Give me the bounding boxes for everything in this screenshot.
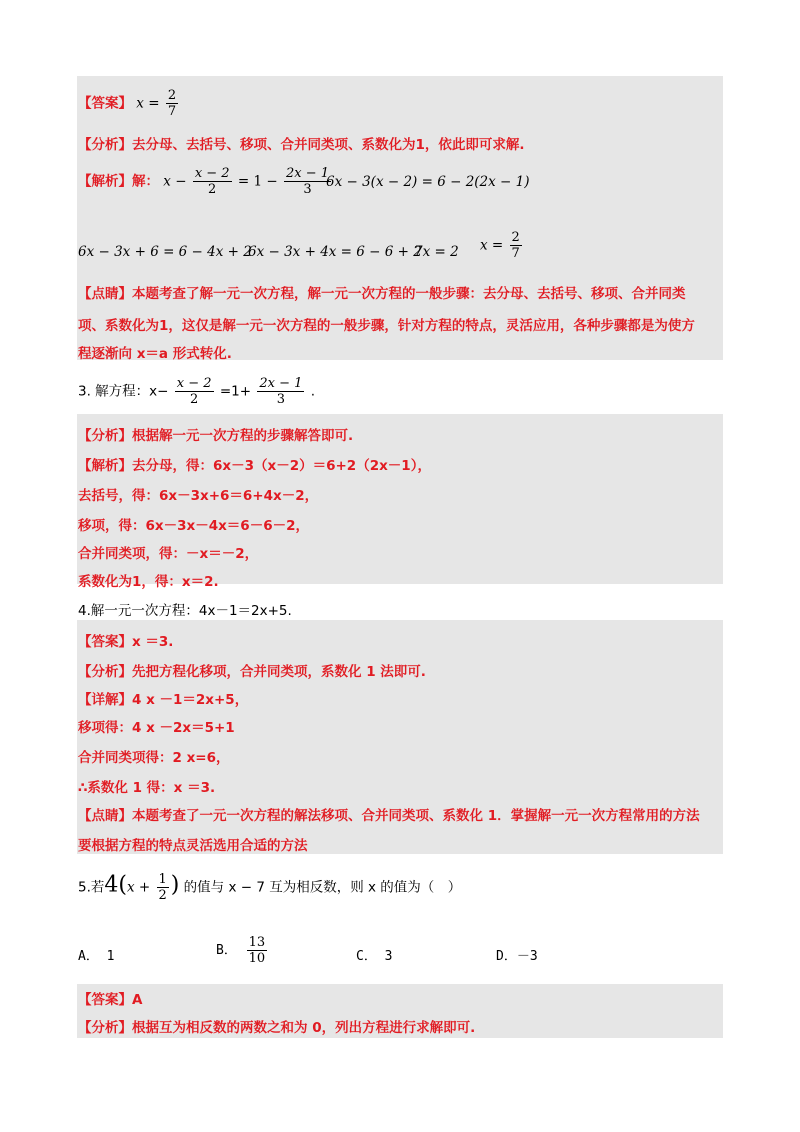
detail-line-3: 【详解】4 x －1＝2x+5， bbox=[78, 692, 249, 708]
option-c: C． 3 bbox=[356, 949, 393, 964]
equation-step-6: x = $\frac{2}{7}$ bbox=[480, 230, 520, 261]
solution-step-5: 系数化为1，得：x＝2. bbox=[78, 574, 219, 590]
comment-line-2: 项、系数化为1，这仅是解一元一次方程的一般步骤，针对方程的特点，灵活应用，各种步骤都是为使方 bbox=[78, 318, 695, 334]
option-b: B． $\frac{13}{10}$ bbox=[216, 935, 266, 966]
comment-line-1: 【点睛】本题考查了解一元一次方程，解一元一次方程的一般步骤：去分母、去括号、移项、合并同类 bbox=[78, 286, 686, 302]
option-a: A． 1 bbox=[78, 949, 115, 964]
analysis-line-4: 【分析】根据互为相反数的两数之和为 0，列出方程进行求解即可. bbox=[78, 1020, 476, 1036]
answer-tag: 【答案】 bbox=[78, 95, 132, 112]
equation-step-5: 7x = 2 bbox=[414, 244, 459, 260]
answer-fraction: $\frac{2}{7}$ bbox=[167, 88, 177, 119]
option-d: D．－3 bbox=[496, 949, 538, 964]
equation-steps-3-5: 6x − 3x + 6 = 6 − 4x + 2 bbox=[78, 244, 252, 260]
answer-line-3: 【答案】x ＝3. bbox=[78, 634, 174, 650]
solution-step-3: 移项，得：6x－3x－4x＝6－6－2， bbox=[78, 518, 309, 534]
analysis-line-3: 【分析】先把方程化移项，合并同类项，系数化 1 法即可. bbox=[78, 664, 426, 680]
solution-line-1: 【解析】解： x − $\frac{x - 2}{2}$ = 1 − $\frac{2x - 1}{3}$ bbox=[78, 166, 329, 197]
question-5: 5.若4(x + $\frac{1}{2}$ ) 的值与 x − 7 互为相反数，则 x 的值为（ ） bbox=[78, 872, 462, 903]
comment-line-3b: 要根据方程的特点灵活选用合适的方法 bbox=[78, 838, 308, 854]
solution-line-2: 【解析】去分母，得：6x－3（x－2）＝6+2（2x－1）， bbox=[78, 458, 431, 474]
detail-step-2: 移项得：4 x －2x＝5+1 bbox=[78, 720, 235, 736]
answer-line-4: 【答案】A bbox=[78, 992, 143, 1008]
answer-line-1: 【答案】 x = $\frac{2}{7}$ bbox=[78, 88, 177, 119]
solution-step-2: 去括号，得：6x－3x+6＝6+4x－2， bbox=[78, 488, 319, 504]
solution-step-4: 合并同类项，得：－x＝－2， bbox=[78, 546, 259, 562]
detail-step-4: ∴系数化 1 得：x ＝3. bbox=[78, 780, 216, 796]
question-4: 4.解一元一次方程：4x－1＝2x+5. bbox=[78, 603, 292, 619]
analysis-line-2: 【分析】根据解一元一次方程的步骤解答即可. bbox=[78, 428, 354, 444]
question-3: 3. 解方程：x− $\frac{x - 2}{2}$ =1+ $\frac{2x - 1}{3}$ . bbox=[78, 376, 315, 407]
detail-step-3: 合并同类项得：2 x=6， bbox=[78, 750, 230, 766]
comment-line-3: 程逐渐向 x＝a 形式转化. bbox=[78, 346, 232, 362]
equation-step-4: 6x − 3x + 4x = 6 − 6 + 2 bbox=[248, 244, 422, 260]
equation-step-2: 6x − 3(x − 2) = 6 − 2(2x − 1) bbox=[326, 174, 530, 190]
comment-line-3a: 【点睛】本题考查了一元一次方程的解法移项、合并同类项、系数化 1．掌握解一元一次方程常用的方法 bbox=[78, 808, 700, 824]
analysis-line-1: 【分析】去分母、去括号、移项、合并同类项、系数化为1，依此即可求解. bbox=[78, 137, 525, 153]
